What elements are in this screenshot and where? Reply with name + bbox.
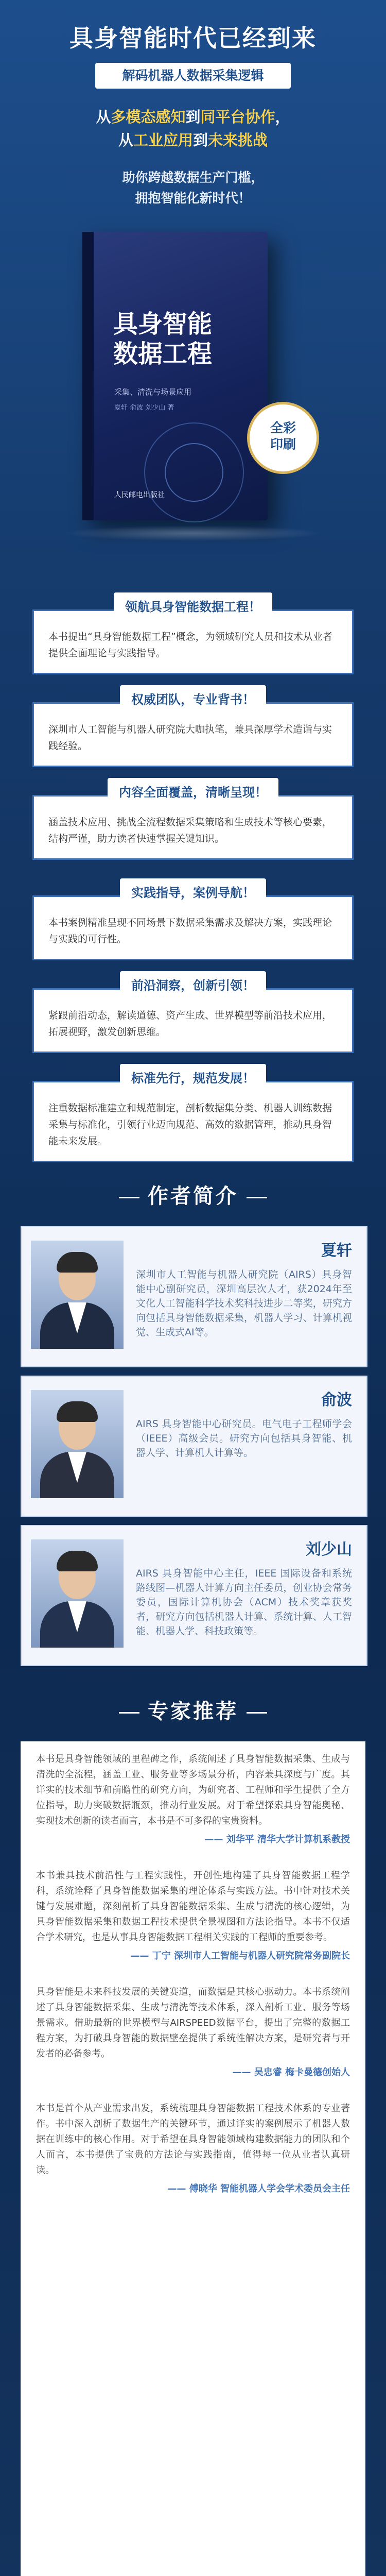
reco-panel [21, 1741, 365, 2576]
reco-item [21, 2101, 365, 2197]
author-name: 夏轩 [321, 1242, 352, 1260]
authors-section-title: 作者简介 [0, 1180, 386, 1209]
book-publisher: 人民邮电出版社 [114, 491, 165, 499]
feature-body: 注重数据标准建立和规范制定，剖析数据集分类、机器人训练数据采集与标准化，引领行业迈向规范、高效的数据管理，推动具身智能未来发展。 [32, 1081, 354, 1162]
author-card [21, 1226, 367, 1367]
badge-line-2: 印刷 [270, 437, 296, 452]
feature-body: 本书提出“具身智能数据工程”概念，为领域研究人员和技术从业者提供全面理论与实践指导。 [32, 609, 354, 674]
reco-item [21, 1985, 365, 2080]
author-description: AIRS 具身智能中心主任，IEEE 国际设备和系统路线图—机器人计算方向主任委员，创业协会常务委员，国际计算机协会（ACM）技术奖章获奖者，研究方向包括机器人计算、系统计算、人工智能、机器人学、科技政策等。 [136, 1568, 352, 1637]
feature-title: 标准先行，规范发展！ [120, 1064, 266, 1090]
feature-title: 实践指导，案例导航！ [120, 878, 266, 905]
feature-box [32, 778, 354, 860]
feature-box [32, 1064, 354, 1162]
hero-line-1-highlight-b: 同平台协作 [200, 108, 275, 126]
book-shadow [62, 526, 324, 541]
book-authors: 夏轩 俞波 刘少山 著 [114, 404, 174, 412]
hero-sub-1: 助你跨越数据生产门槛， [122, 170, 264, 185]
hero-line-2-highlight-a: 工业应用 [133, 131, 193, 149]
feature-title: 前沿洞察，创新引领！ [120, 971, 266, 997]
feature-body: 紧跟前沿动态，解读道德、资产生成、世界模型等前沿技术应用，拓展视野，激发创新思维。 [32, 988, 354, 1053]
author-photo [31, 1390, 124, 1498]
hero-line-1-c: 到 [185, 108, 201, 126]
feature-body: 本书案例精准呈现不同场景下数据采集需求及解决方案，实践理论与实践的可行性。 [32, 895, 354, 960]
hero-line-2-a: 从 [118, 131, 133, 149]
hero-line-2 [0, 129, 386, 150]
reco-text: 本书是首个从产业需求出发，系统梳理具身智能数据工程技术体系的专业著作。书中深入剖析了数据生产的关键环节，通过详实的案例展示了机器人数据在训练中的核心作用。对于希望在具身智能领域构建数据能力的团队和个人而言，本书提供了宝贵的方法论与实践指南，值得每一位从业者认真研读。 [36, 2103, 350, 2176]
reco-signature: —— 刘华平 清华大学计算机系教授 [204, 1834, 350, 1845]
hero-line-2-c: 到 [193, 131, 208, 149]
feature-body: 深圳市人工智能与机器人研究院大咖执笔，兼具深厚学术造诣与实践经验。 [32, 702, 354, 767]
feature-box [32, 878, 354, 960]
feature-box [32, 685, 354, 767]
author-card [21, 1376, 367, 1517]
badge-line-1: 全彩 [270, 420, 296, 435]
full-color-badge [247, 402, 319, 474]
hero-line-1: 从多模态感知到同平台协作， [96, 108, 290, 126]
book-subtitle: 采集、清洗与场景应用 [114, 387, 192, 397]
hero-line-2-highlight-b: 未来挑战 [208, 131, 268, 149]
reco-text: 本书是具身智能领域的里程碑之作，系统阐述了具身智能数据采集、生成与清洗的全流程，涵盖工业、服务业等多场景分析，内容兼具深度与广度。其详实的技术细节和前瞻性的研究方向，为研究者、工程师和学生提供了全方位指导，助力突破数据瓶颈，推动行业发展。对于希望探索具身智能奥秘、实现技术创新的读者而言，本书是不可多得的宝贵资料。 [36, 1754, 350, 1826]
reco-item [21, 1868, 365, 1964]
reco-item [21, 1752, 365, 1848]
reco-signature: —— 吴忠睿 梅卡曼德创始人 [232, 2067, 350, 2078]
author-name: 俞波 [321, 1391, 352, 1409]
author-description: AIRS 具身智能中心研究员。电气电子工程师学会（IEEE）高级会员。研究方向包括具身智能、机器人学、计算机人计算等。 [136, 1418, 352, 1459]
feature-title: 内容全面覆盖，清晰呈现！ [108, 778, 278, 804]
reco-section-title: 专家推荐 [0, 1695, 386, 1724]
book-spine [82, 232, 94, 520]
hero-title: 具身智能时代已经到来 [69, 24, 317, 52]
feature-title: 权威团队，专业背书！ [120, 685, 266, 711]
author-photo [31, 1241, 124, 1349]
book-title: 具身智能 数据工程 [113, 310, 213, 368]
feature-title: 领航具身智能数据工程！ [114, 592, 272, 619]
book-ring-decoration-inner [165, 443, 223, 502]
feature-box [32, 971, 354, 1053]
reco-signature: —— 傅晓华 智能机器人学会学术委员会主任 [167, 2183, 350, 2194]
reco-text: 本书兼具技术前沿性与工程实践性，开创性地构建了具身智能数据工程学科，系统诠释了具身智能数据采集的理论体系与实践方法。书中针对技术关键与发展难题，深刻剖析了具身智能数据采集、生成与清洗的核心逻辑，为具身智能数据采集和数据工程技术提供全景视图和方法论指导。本书不仅适合学术研究，也是从事具身智能数据工程相关实践的工程师的重要参考。 [36, 1870, 350, 1943]
book-cover [82, 232, 268, 520]
feature-body: 涵盖技术应用、挑战全流程数据采集策略和生成技术等核心要素，结构严谨，助力读者快速掌握关键知识。 [32, 795, 354, 860]
feature-box [32, 592, 354, 674]
hero-tagline: 解码机器人数据采集逻辑 [95, 63, 291, 89]
reco-signature: —— 丁宁 深圳市人工智能与机器人研究院常务副院长 [130, 1951, 350, 1961]
hero-line-1-a: 从 [96, 108, 111, 126]
author-card [21, 1525, 367, 1666]
author-name: 刘少山 [306, 1540, 352, 1558]
author-description: 深圳市人工智能与机器人研究院（AIRS）具身智能中心副研究员，深圳高层次人才，获2024年至文化人工智能科学技术奖科技进步二等奖，研究方向包括具身智能数据采集，机器人学习、计算机视觉、生成式AI等。 [136, 1269, 352, 1338]
reco-text: 具身智能是未来科技发展的关键赛道，而数据是其核心驱动力。本书系统阐述了具身智能数据采集、生成与清洗等技术体系，深入剖析工业、服务等场景需求。借助最新的世界模型与AIRSPEED数据平台，提出了完整的数据工程方案，为打破具身智能的数据壁垒提供了系统性解决方案，是研究者与开发者的必备参考。 [36, 1987, 350, 2059]
hero-line-1-highlight-a: 多模态感知 [111, 108, 186, 126]
author-photo [31, 1539, 124, 1648]
hero-sub-2: 拥抱智能化新时代！ [135, 191, 251, 206]
book-cover-image [62, 222, 324, 592]
